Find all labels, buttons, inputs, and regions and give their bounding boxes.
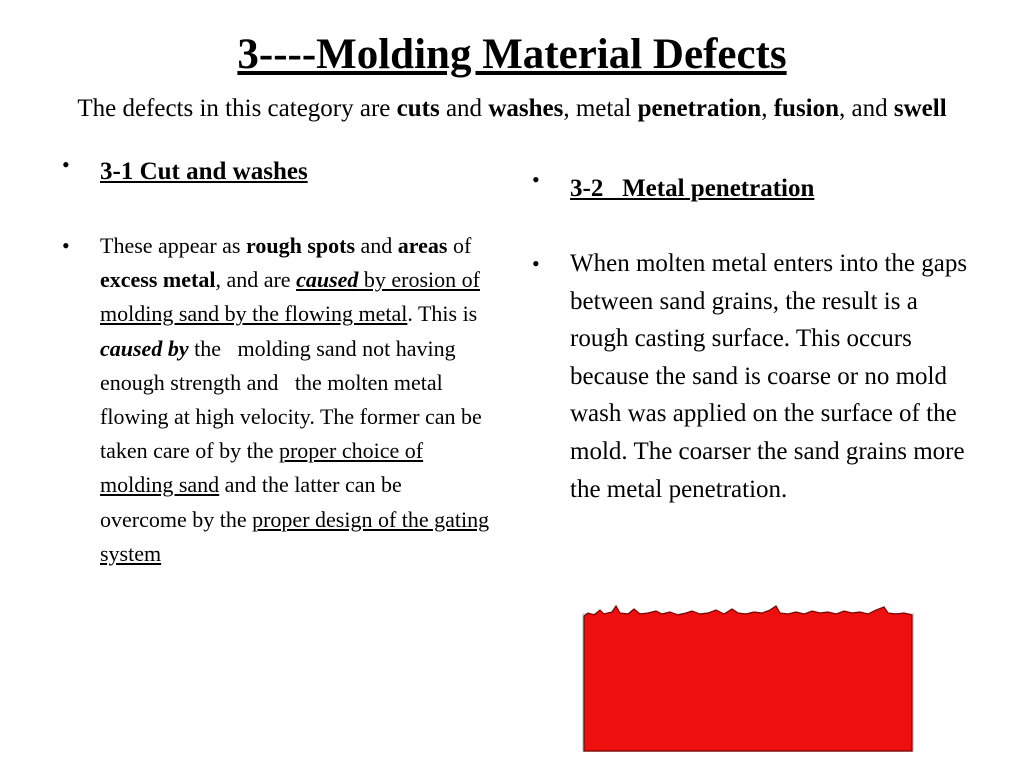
body-text: the molding sand not having enough strength and the molten metal flowing at high velocity. The former can be taken care of by the — [100, 335, 488, 464]
term-caused-by: caused by — [100, 335, 189, 361]
term-cuts: cuts — [396, 95, 440, 122]
bullet-icon: • — [532, 167, 540, 192]
right-heading-item — [532, 167, 972, 211]
term-excess-metal: excess metal — [100, 267, 216, 293]
casting-metal — [584, 606, 912, 751]
subtitle-text: The defects in this category are — [77, 95, 397, 122]
body-text: , and are — [215, 267, 297, 293]
cut-and-washes-description — [100, 229, 492, 571]
term-penetration: penetration — [637, 95, 762, 122]
subtitle-text: and — [439, 95, 489, 122]
subtitle-text: , and — [839, 95, 894, 122]
left-column — [62, 152, 492, 571]
bullet-icon: • — [532, 251, 540, 276]
section-heading-cut-and-washes: 3-1 Cut and washes — [100, 158, 308, 185]
left-body-item — [62, 229, 492, 571]
rough-casting-surface-illustration — [582, 604, 914, 752]
bullet-icon: • — [62, 152, 70, 177]
term-fusion: fusion — [773, 95, 840, 122]
term-swell: swell — [893, 95, 947, 122]
section-heading-metal-penetration: 3-2 Metal penetration — [570, 175, 815, 202]
body-text: . This is — [407, 301, 478, 327]
right-column — [532, 167, 972, 508]
right-body-item — [532, 245, 972, 508]
slide-title: 3----Molding Material Defects — [237, 31, 787, 78]
body-text: These appear as — [100, 233, 246, 258]
subtitle-text: , — [761, 95, 774, 122]
left-heading-item — [62, 152, 492, 192]
body-text: and the latter can be overcome by the — [100, 472, 402, 532]
casting-drawing — [582, 604, 914, 752]
term-washes: washes — [488, 95, 564, 122]
metal-penetration-description: When molten metal enters into the gaps between sand grains, the result is a rough casting surface. This occurs because the sand is coarse or no mold wash was applied on the surface of the mold. The coarser the sand grains more the metal penetration. — [570, 250, 968, 503]
bullet-icon: • — [62, 233, 70, 258]
body-text: and — [355, 233, 398, 258]
slide-subtitle — [60, 91, 964, 127]
term-areas: areas — [397, 233, 448, 258]
erosion-phrase: by erosion of molding sand by the flowing metal — [100, 267, 480, 327]
proper-design-phrase: proper design of the gating system — [100, 506, 490, 566]
body-text: of — [447, 233, 472, 258]
term-caused: caused — [296, 267, 359, 293]
subtitle-text: , metal — [563, 95, 638, 122]
term-rough-spots: rough spots — [245, 233, 356, 258]
proper-choice-phrase: proper choice of molding sand — [100, 438, 424, 498]
